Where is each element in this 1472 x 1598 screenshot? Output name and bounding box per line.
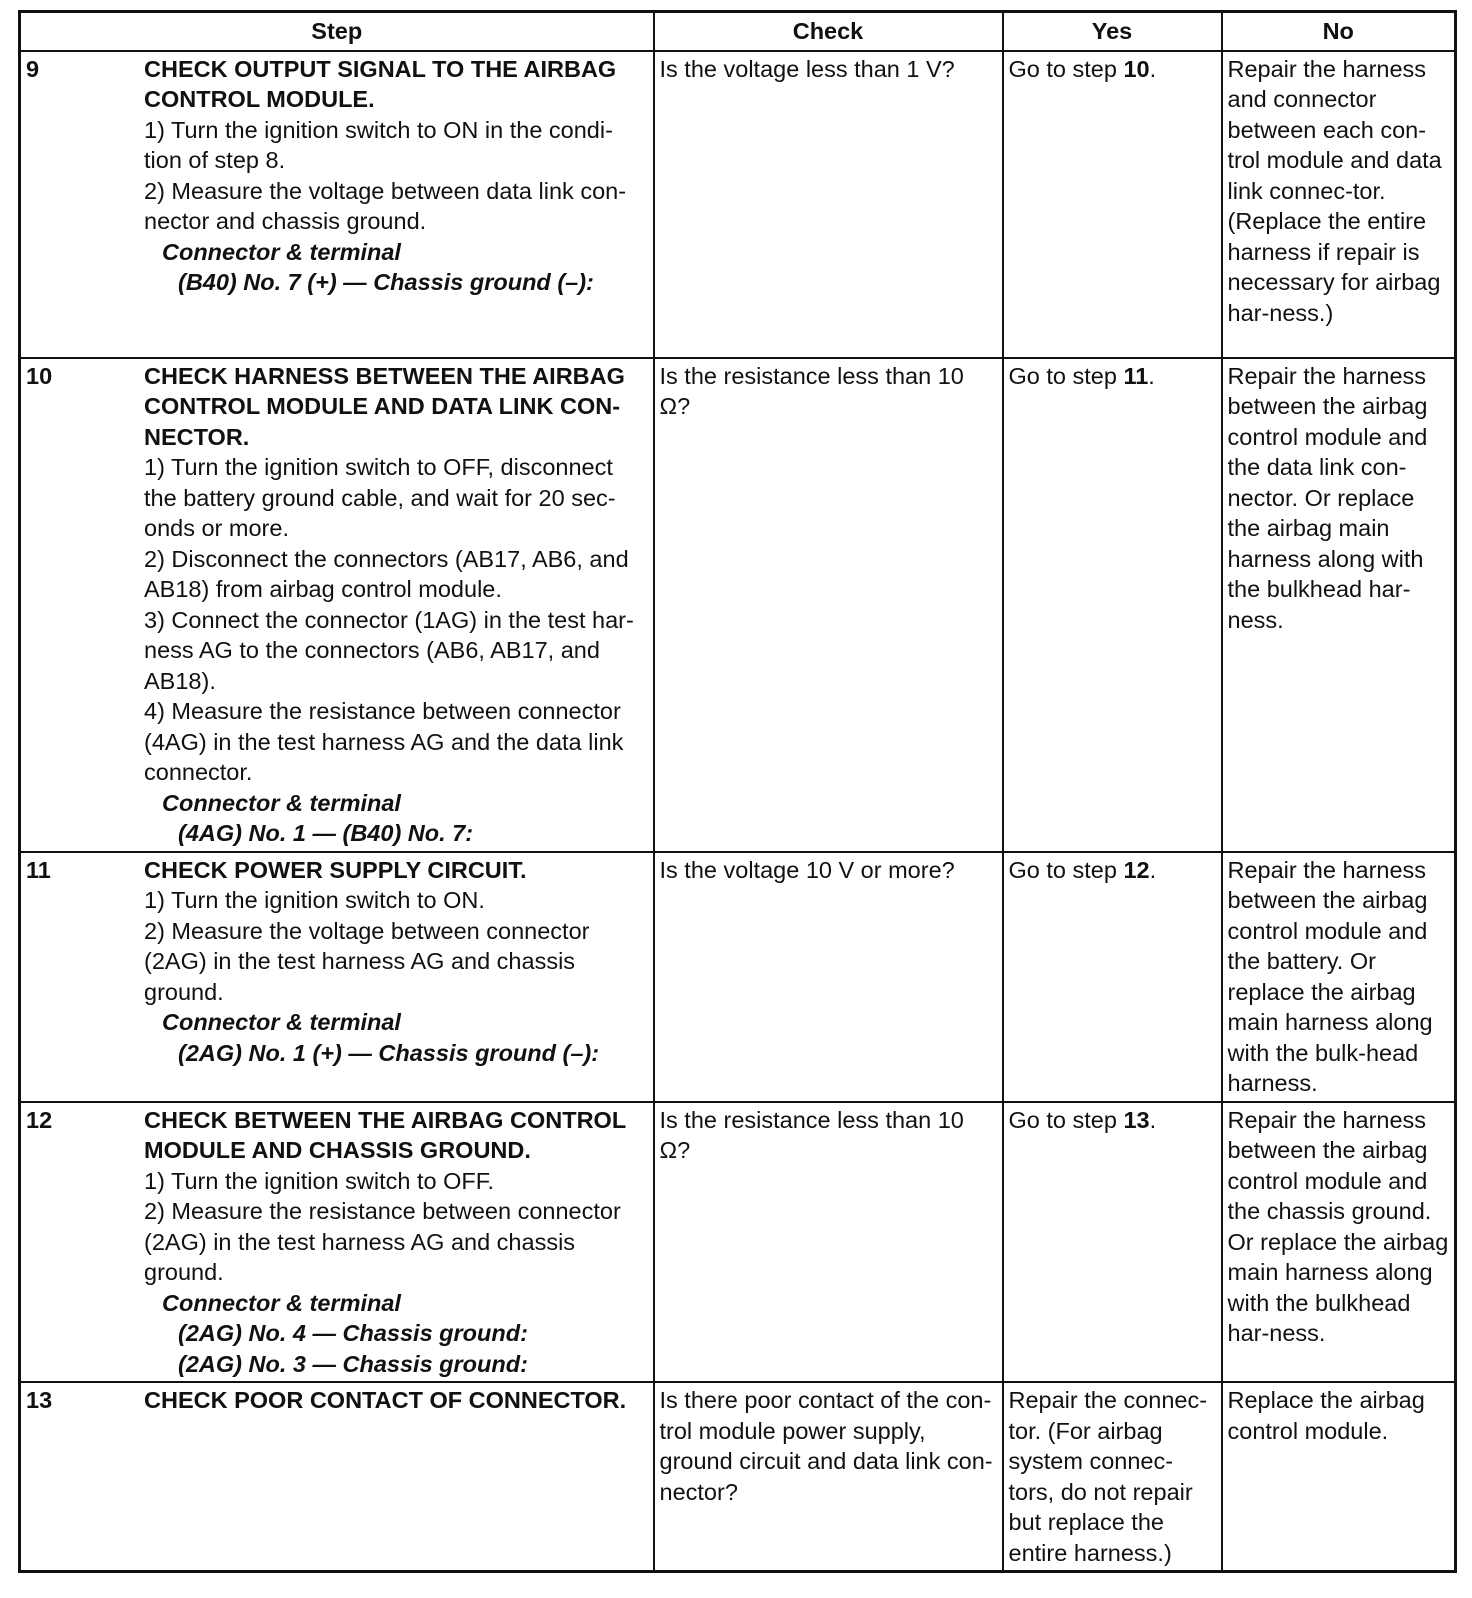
terminal-spec: (4AG) No. 1 — (B40) No. 7: bbox=[178, 820, 474, 846]
check-cell: Is the voltage less than 1 V? bbox=[654, 51, 1003, 358]
yes-prefix: Go to step bbox=[1008, 362, 1124, 389]
goto-step: 12 bbox=[1123, 856, 1150, 883]
yes-prefix: Repair the connec-tor. (For airbag system connec-tors, do not repair but replace the entire harness.) bbox=[1008, 1387, 1208, 1566]
step-cell bbox=[20, 51, 654, 358]
step-title: CHECK POOR CONTACT OF CONNECTOR. bbox=[144, 1387, 627, 1413]
no-cell: Repair the harness and connector between each con-trol module and data link connec-tor. (Replace the entire harness if repair is necessary for airbag har-ness.) bbox=[1222, 51, 1456, 358]
step-number: 13 bbox=[26, 1387, 53, 1413]
step-title: CHECK BETWEEN THE AIRBAG CONTROL MODULE AND CHASSIS GROUND. bbox=[144, 1106, 626, 1163]
table-header-row bbox=[20, 12, 1456, 51]
yes-cell bbox=[1003, 1102, 1222, 1383]
goto-step: 13 bbox=[1123, 1106, 1150, 1133]
yes-cell bbox=[1003, 1382, 1222, 1572]
step-cell bbox=[20, 1102, 654, 1383]
instruction: 4) Measure the resistance between connector (4AG) in the test harness AG and the data link connector. bbox=[144, 698, 624, 785]
header-yes: Yes bbox=[1003, 12, 1222, 51]
check-cell: Is there poor contact of the con-trol module power supply, ground circuit and data link con-nector? bbox=[654, 1382, 1003, 1572]
header-check: Check bbox=[654, 12, 1003, 51]
terminal-spec: (2AG) No. 1 (+) — Chassis ground (–): bbox=[178, 1039, 600, 1066]
instruction: 2) Disconnect the connectors (AB17, AB6, and AB18) from airbag control module. bbox=[144, 545, 629, 602]
terminal-spec: (B40) No. 7 (+) — Chassis ground (–): bbox=[178, 269, 594, 295]
table-row bbox=[20, 1382, 1456, 1572]
diagnostic-table bbox=[18, 10, 1457, 1573]
yes-cell bbox=[1003, 51, 1222, 358]
table-row bbox=[20, 358, 1456, 852]
instruction: 2) Measure the voltage between connector (2AG) in the test harness AG and chassis ground. bbox=[144, 917, 590, 1005]
step-title: CHECK POWER SUPPLY CIRCUIT. bbox=[144, 856, 527, 883]
yes-suffix: . bbox=[1149, 856, 1157, 883]
instruction: 1) Turn the ignition switch to OFF. bbox=[144, 1167, 495, 1194]
instruction: 1) Turn the ignition switch to OFF, disconnect the battery ground cable, and wait for 20 sec-onds or more. bbox=[144, 454, 616, 541]
instruction: 1) Turn the ignition switch to ON in the condi-tion of step 8. bbox=[144, 116, 613, 173]
terminal-spec: (2AG) No. 4 — Chassis ground: bbox=[178, 1320, 528, 1346]
yes-cell bbox=[1003, 358, 1222, 852]
terminal-spec: (2AG) No. 3 — Chassis ground: bbox=[178, 1350, 528, 1377]
instruction: 2) Measure the resistance between connector (2AG) in the test harness AG and chassis ground. bbox=[144, 1198, 621, 1285]
yes-suffix: . bbox=[1149, 55, 1157, 82]
connector-heading: Connector & terminal bbox=[162, 1289, 401, 1316]
table-row bbox=[20, 852, 1456, 1102]
no-cell: Repair the harness between the airbag control module and the chassis ground. Or replace the airbag main harness along with the bulkhead har-ness. bbox=[1222, 1102, 1456, 1383]
step-cell bbox=[20, 1382, 654, 1572]
goto-step: 10 bbox=[1123, 55, 1150, 82]
check-cell: Is the voltage 10 V or more? bbox=[654, 852, 1003, 1102]
no-cell: Repair the harness between the airbag control module and the battery. Or replace the airbag main harness along with the bulk-head harness. bbox=[1222, 852, 1456, 1102]
step-title: CHECK OUTPUT SIGNAL TO THE AIRBAG CONTROL MODULE. bbox=[144, 55, 617, 112]
step-cell bbox=[20, 358, 654, 852]
connector-heading: Connector & terminal bbox=[162, 1009, 401, 1035]
instruction: 1) Turn the ignition switch to ON. bbox=[144, 887, 485, 913]
yes-suffix: . bbox=[1149, 1106, 1157, 1133]
yes-suffix: . bbox=[1148, 362, 1155, 389]
connector-heading: Connector & terminal bbox=[162, 238, 401, 265]
no-cell: Repair the harness between the airbag control module and the data link con-nector. Or replace the airbag main harness along with the bulkhead har-ness. bbox=[1222, 358, 1456, 852]
yes-prefix: Go to step bbox=[1008, 856, 1124, 883]
check-cell: Is the resistance less than 10 Ω? bbox=[654, 1102, 1003, 1383]
check-cell: Is the resistance less than 10 Ω? bbox=[654, 358, 1003, 852]
step-number: 11 bbox=[26, 856, 51, 883]
instruction: 2) Measure the voltage between data link con-nector and chassis ground. bbox=[144, 177, 627, 234]
step-number: 9 bbox=[26, 55, 40, 82]
header-no: No bbox=[1222, 12, 1456, 51]
yes-prefix: Go to step bbox=[1008, 1106, 1124, 1133]
goto-step: 11 bbox=[1123, 362, 1149, 389]
step-number: 10 bbox=[26, 362, 53, 389]
step-title: CHECK HARNESS BETWEEN THE AIRBAG CONTROL MODULE AND DATA LINK CON-NECTOR. bbox=[144, 362, 625, 450]
yes-prefix: Go to step bbox=[1008, 55, 1124, 82]
step-cell bbox=[20, 852, 654, 1102]
step-number: 12 bbox=[26, 1106, 53, 1133]
instruction: 3) Connect the connector (1AG) in the test har-ness AG to the connectors (AB6, AB17, and AB18). bbox=[144, 606, 634, 694]
table-row bbox=[20, 51, 1456, 358]
table-row bbox=[20, 1102, 1456, 1383]
yes-cell bbox=[1003, 852, 1222, 1102]
connector-heading: Connector & terminal bbox=[162, 789, 401, 816]
no-cell: Replace the airbag control module. bbox=[1222, 1382, 1456, 1572]
header-step: Step bbox=[20, 12, 654, 51]
